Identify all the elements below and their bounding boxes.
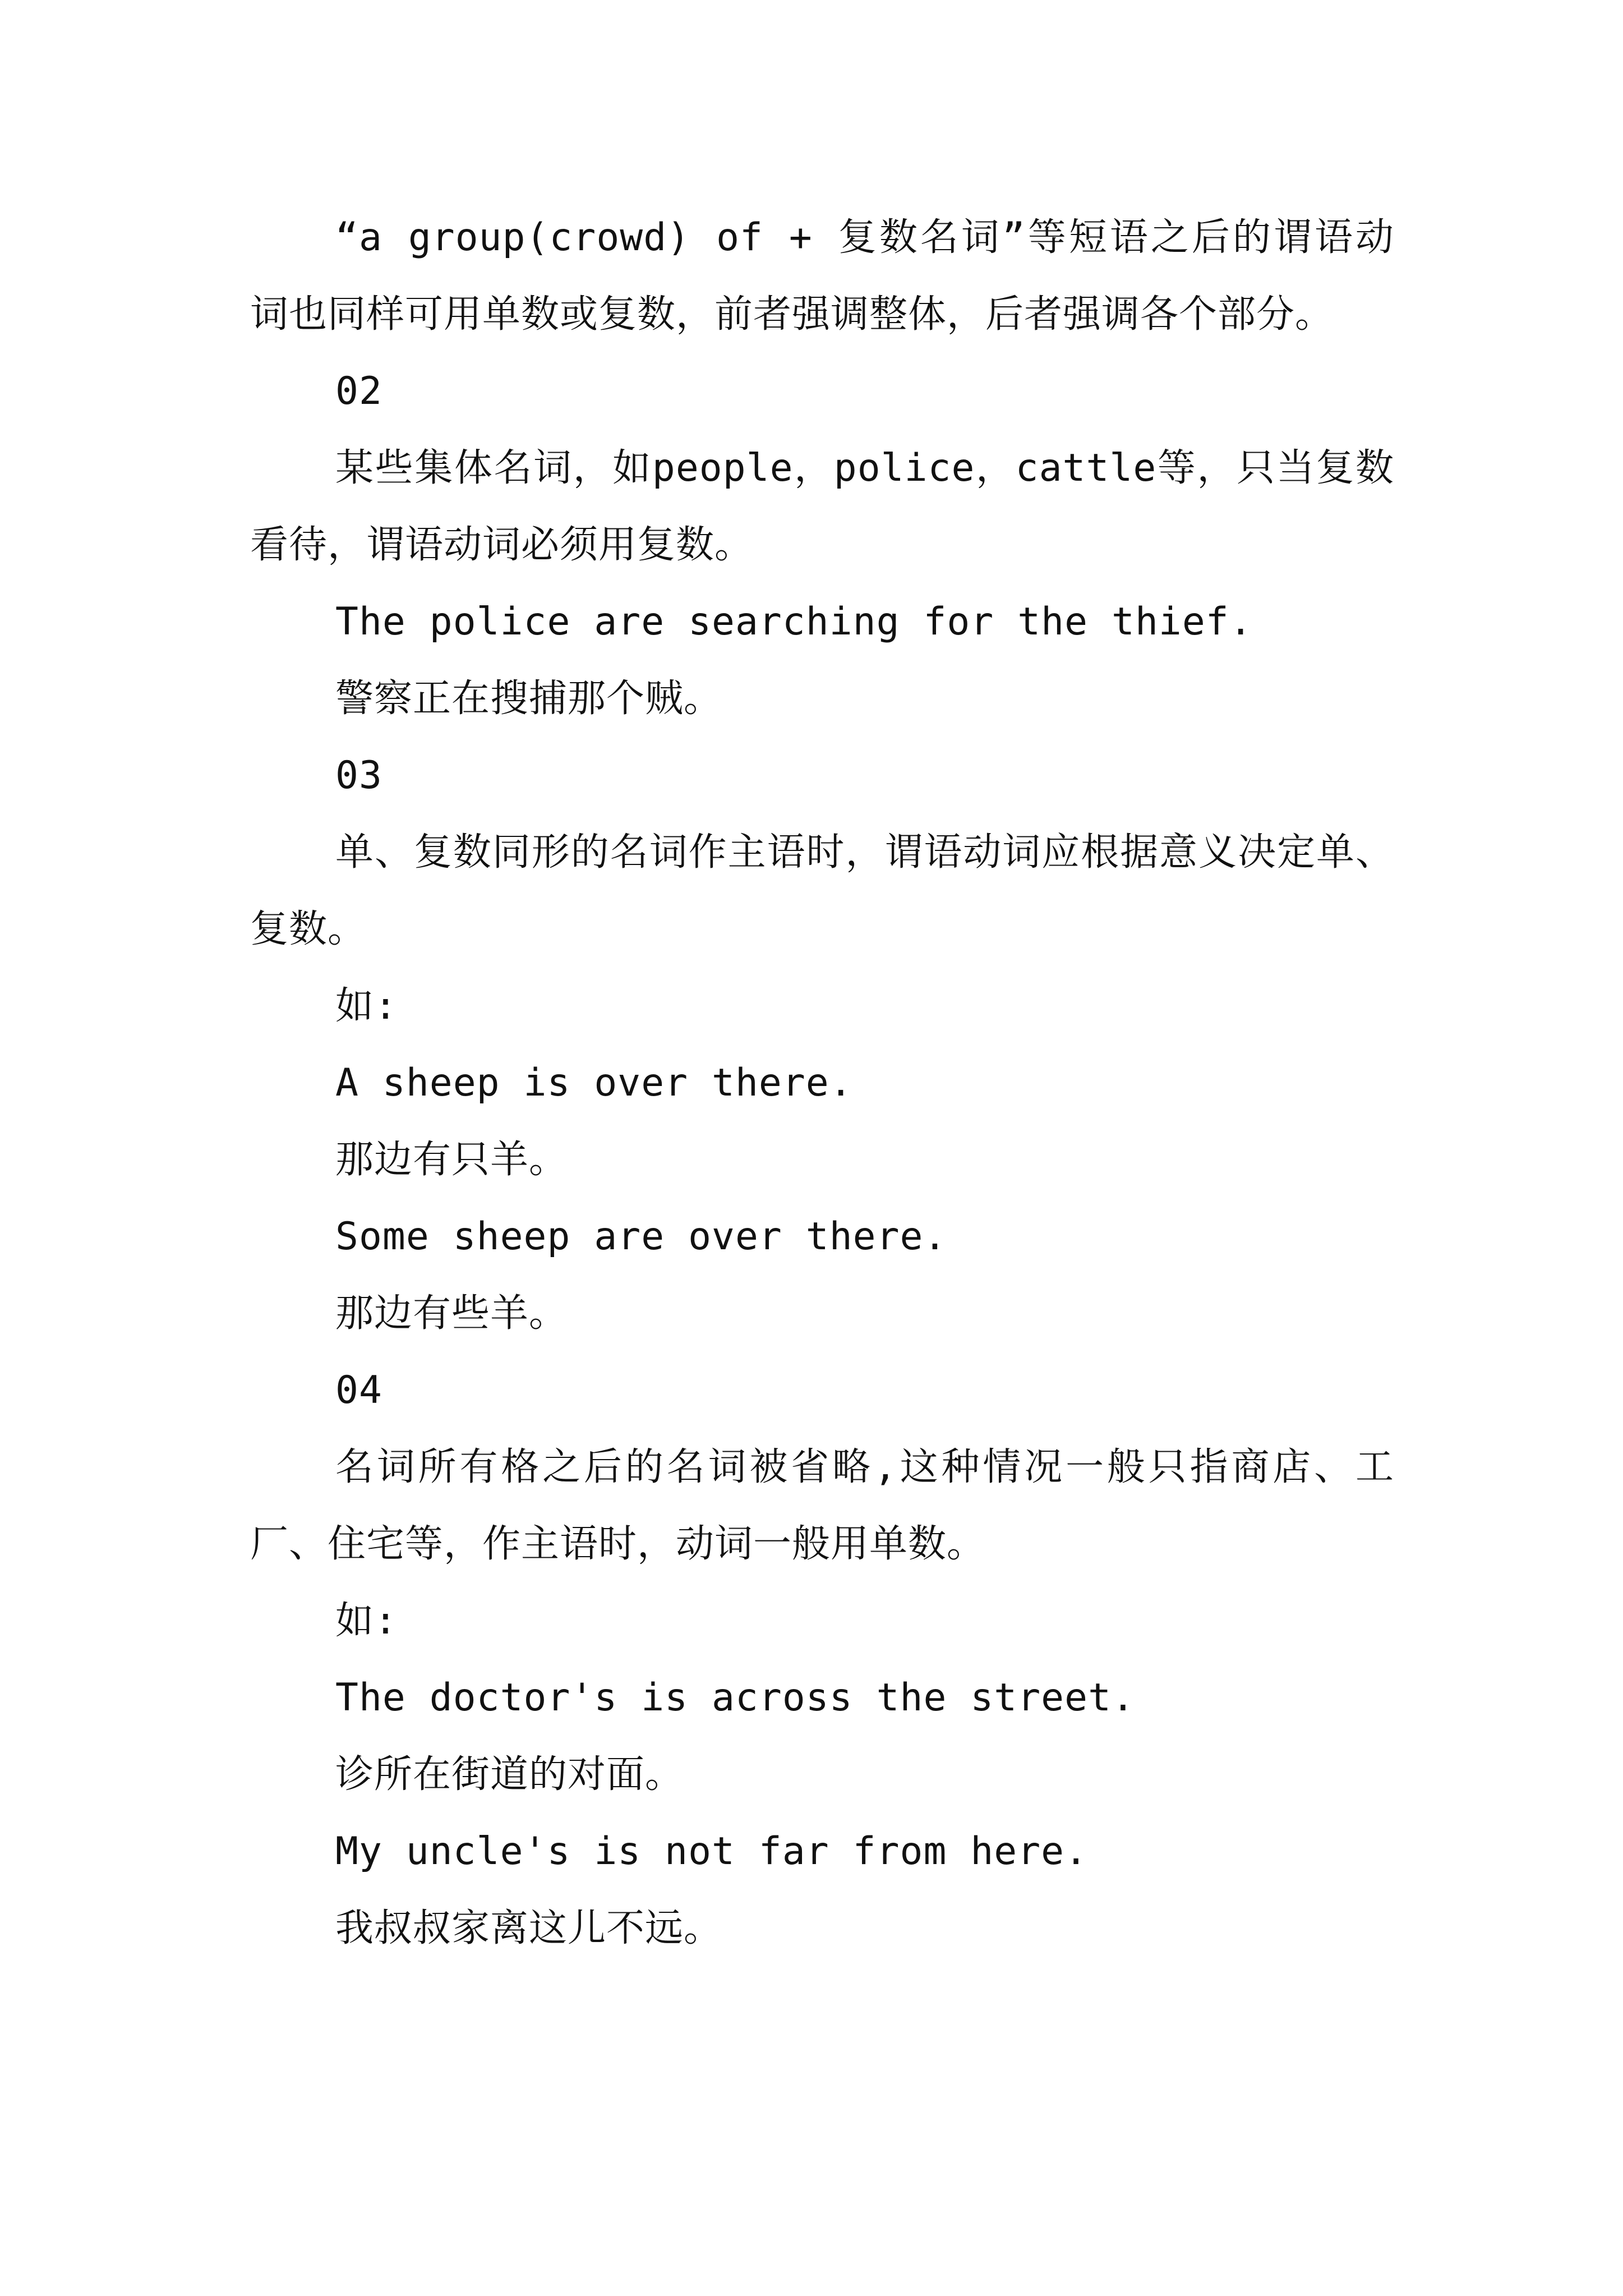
example-sentence-some-sheep: Some sheep are over there. bbox=[335, 1214, 947, 1259]
section-number-04: 04 bbox=[335, 1368, 382, 1412]
example-translation-uncle: 我叔叔家离这儿不远。 bbox=[335, 1906, 723, 1950]
example-label: 如: bbox=[335, 984, 398, 1028]
example-label: 如: bbox=[335, 1599, 398, 1643]
example-sentence-one-sheep: A sheep is over there. bbox=[335, 1061, 853, 1105]
paragraph-possessive-omission: 名词所有格之后的名词被省略,这种情况一般只指商店、工厂、住宅等，作主语时，动词一般用单数。 bbox=[250, 1445, 1394, 1566]
example-translation-one-sheep: 那边有只羊。 bbox=[335, 1138, 568, 1182]
document-body bbox=[250, 199, 1394, 1967]
paragraph-same-form-nouns: 单、复数同形的名词作主语时，谓语动词应根据意义决定单、复数。 bbox=[250, 830, 1394, 951]
example-sentence-doctor: The doctor's is across the street. bbox=[335, 1676, 1135, 1720]
paragraph-collective-nouns-group: “a group(crowd) of + 复数名词”等短语之后的谓语动词也同样可用单数或复数，前者强调整体，后者强调各个部分。 bbox=[250, 215, 1394, 337]
example-translation-some-sheep: 那边有些羊。 bbox=[335, 1291, 568, 1336]
example-sentence-uncle: My uncle's is not far from here. bbox=[335, 1829, 1089, 1874]
example-translation-doctor: 诊所在街道的对面。 bbox=[335, 1752, 684, 1797]
example-translation-police: 警察正在搜捕那个贼。 bbox=[335, 677, 723, 721]
section-number-03: 03 bbox=[335, 753, 382, 798]
section-number-02: 02 bbox=[335, 369, 382, 413]
example-sentence-police: The police are searching for the thief. bbox=[335, 600, 1253, 644]
paragraph-plural-collective-nouns: 某些集体名词，如people，police，cattle等，只当复数看待，谓语动词必须用复数。 bbox=[250, 446, 1394, 567]
